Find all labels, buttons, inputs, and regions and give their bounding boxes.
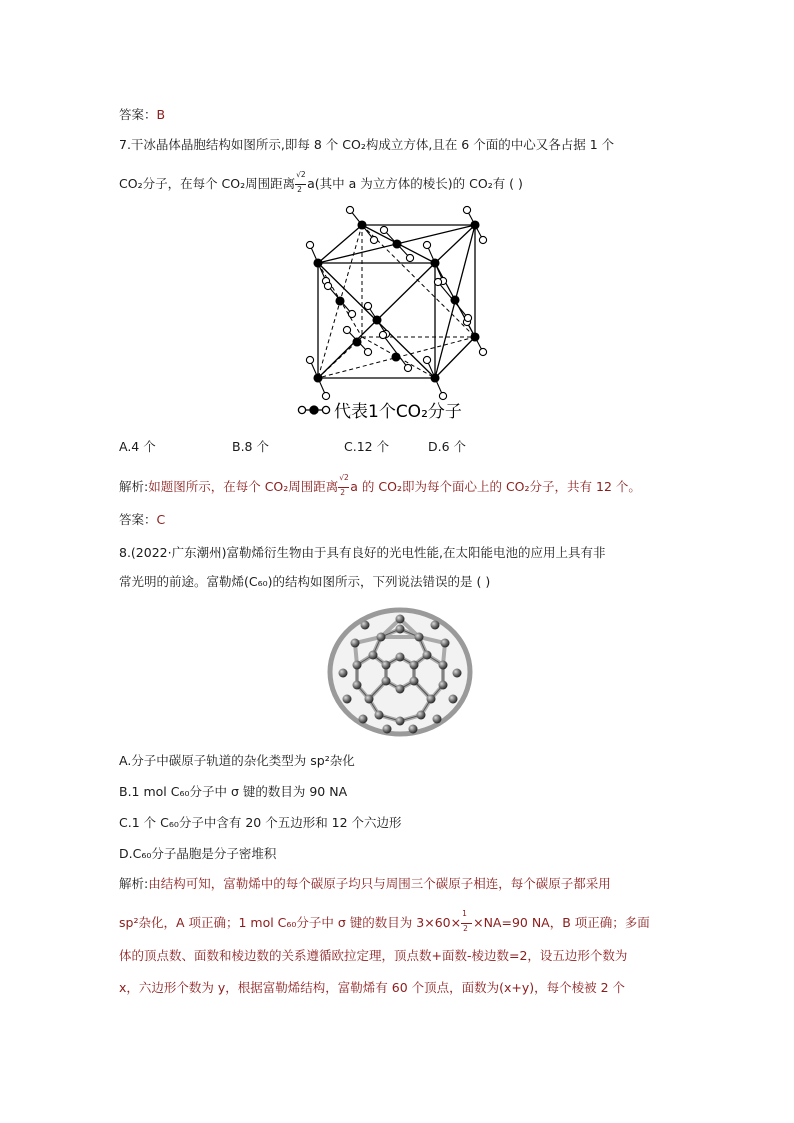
q8-analysis-line4: x，六边形个数为 y，根据富勒烯结构，富勒烯有 60 个顶点，面数为(x+y)，每个棱被 2 个 (119, 980, 626, 995)
q7-answer (119, 510, 165, 528)
analysis-label: 解析: (119, 876, 149, 891)
q7-analysis: 解析:如题图所示，在每个 CO₂周围距离 $\frac{√2}{2}$ a 的 CO₂即为每个面心上的 CO₂分子，共有 12 个。 (119, 472, 641, 497)
q7-stem-line2: CO₂分子，在每个 CO₂周围距离 $\frac{√2}{2}$ a(其中 a 为立方体的棱长)的 CO₂有 ( ) (119, 169, 523, 194)
q7-options (119, 437, 466, 455)
answer-value: C (156, 512, 166, 527)
sqrt2-over-2-fraction: $\frac{√2}{2}$ (339, 472, 349, 497)
q7-stem-line1: 7.干冰晶体晶胞结构如图所示,即每 8 个 CO₂构成立方体,且在 6 个面的中心又各占据 1 个 (119, 137, 615, 152)
q8-option-b: B.1 mol C₆₀分子中 σ 键的数目为 90 NA (119, 784, 348, 799)
answer-label: 答案： (119, 107, 157, 122)
one-half-fraction: $\frac{1}{2}$ (461, 918, 473, 930)
c60-fullerene-figure (325, 607, 475, 737)
analysis-label: 解析: (119, 479, 149, 494)
option-d: D.6 个 (428, 439, 467, 454)
q8-stem-line1: 8.(2022·广东潮州)富勒烯衍生物由于具有良好的光电性能,在太阳能电池的应用上具有非 (119, 545, 606, 560)
sqrt2-over-2-fraction: $\frac{√2}{2}$ (296, 169, 306, 194)
option-a: A.4 个 (119, 439, 156, 454)
answer-label: 答案： (119, 512, 157, 527)
q8-analysis-line3: 体的顶点数、面数和棱边数的关系遵循欧拉定理，顶点数+面数-棱边数=2，设五边形个数为 (119, 948, 628, 963)
q6-answer (119, 105, 165, 123)
dry-ice-unit-cell-figure (290, 200, 510, 425)
q8-option-c: C.1 个 C₆₀分子中含有 20 个五边形和 12 个六边形 (119, 815, 402, 830)
q8-analysis-line2: sp²杂化，A 项正确；1 mol C₆₀分子中 σ 键的数目为 3×60× $\frac{1}{2}$ ×NA=90 NA，B 项正确；多面 (119, 908, 650, 933)
q8-stem-line2: 常光明的前途。富勒烯(C₆₀)的结构如图所示，下列说法错误的是 ( ) (119, 574, 491, 589)
q8-option-a: A.分子中碳原子轨道的杂化类型为 sp²杂化 (119, 753, 355, 768)
q8-analysis-line1: 解析:由结构可知，富勒烯中的每个碳原子均只与周围三个碳原子相连，每个碳原子都采用 (119, 876, 611, 891)
q8-option-d: D.C₆₀分子晶胞是分子密堆积 (119, 846, 277, 861)
option-b: B.8 个 (232, 439, 269, 454)
option-c: C.12 个 (344, 439, 390, 454)
figure-legend-text: 代表1个CO₂分子 (334, 402, 462, 422)
answer-value: B (156, 107, 166, 122)
